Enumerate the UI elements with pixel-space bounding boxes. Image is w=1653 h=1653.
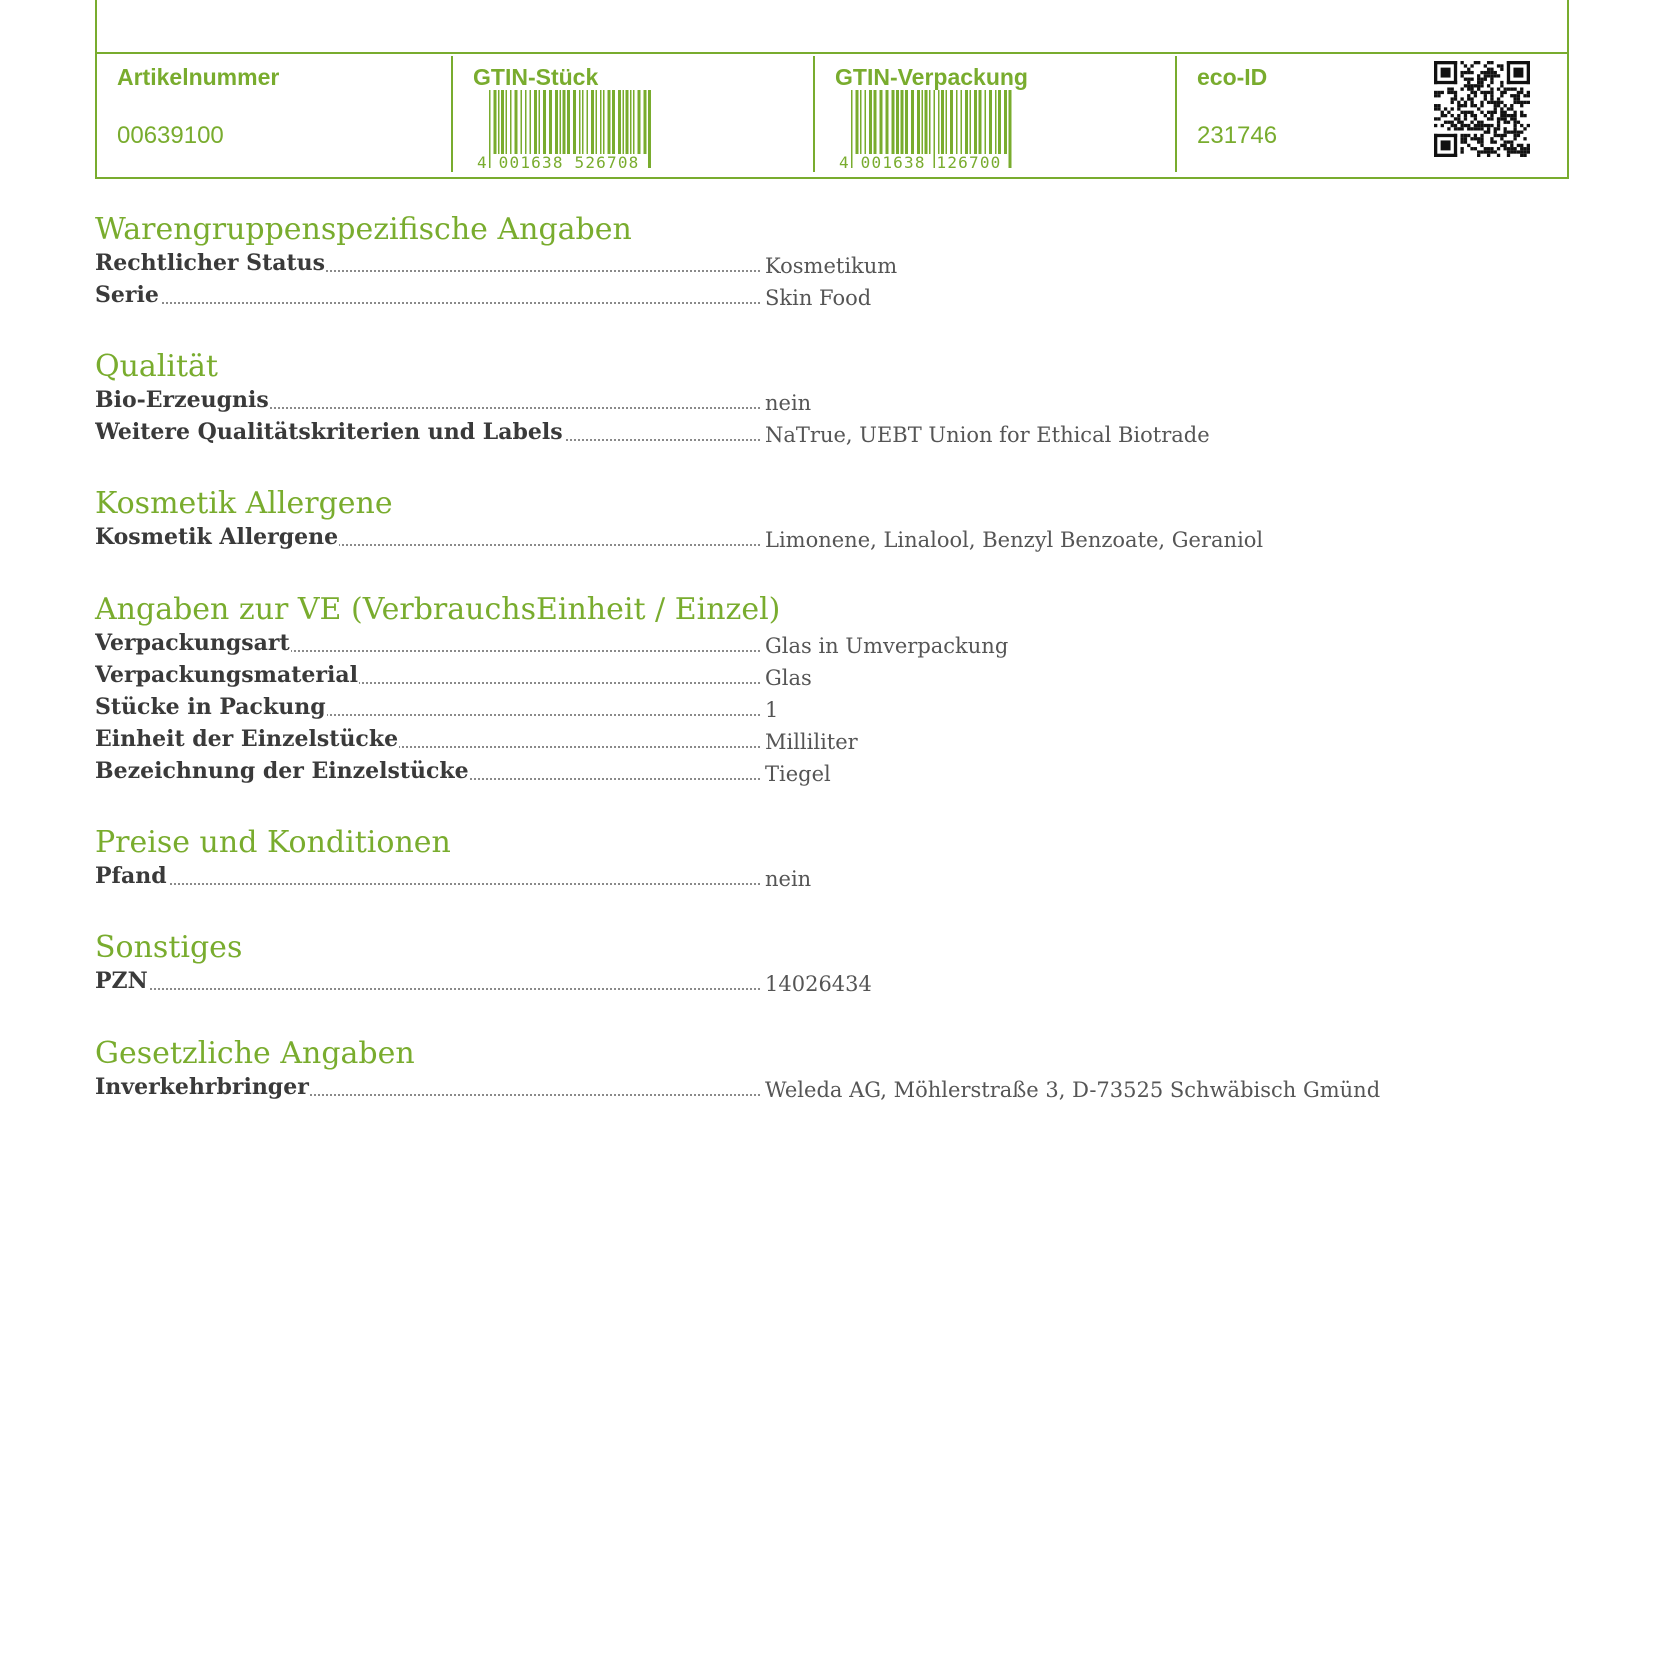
section-title: Gesetzliche Angaben [95,1036,415,1071]
article-id-box [95,0,1569,179]
barcode-bar [886,90,889,154]
section [95,1036,1495,1104]
barcode-bar [922,90,924,154]
barcode-bar [600,90,602,154]
barcode-bar [579,90,581,154]
barcode-bar [644,90,647,154]
row-key-text: Pfand [95,863,167,889]
table-row [95,756,1495,788]
barcode-bar [998,90,1001,154]
barcode-bar [989,90,992,154]
row-value: Limonene, Linalool, Benzyl Benzoate, Geraniol [765,528,1264,552]
table-row [95,522,1495,554]
row-key-text: PZN [95,968,148,994]
barcode-bar [1004,90,1007,154]
barcode-bar [979,90,982,154]
section [95,825,1495,893]
row-key-text: Verpackungsart [95,630,290,656]
section [95,212,1495,312]
row-value: Glas [765,666,812,690]
barcode-bar [956,90,958,154]
barcode-bar [901,90,904,154]
barcode-bar [946,90,948,154]
barcode-bar [623,90,625,154]
barcode-bar [515,90,518,154]
row-key-text: Weitere Qualitätskriterien und Labels [95,419,563,445]
barcode-bar [917,90,920,154]
table-row [95,861,1495,893]
section [95,349,1495,449]
barcode-bar [985,90,987,154]
barcode-bar [905,90,908,154]
barcode-bar [587,90,589,154]
section-title: Preise und Konditionen [95,825,451,860]
eco-id-label: eco-ID [1197,64,1268,90]
barcode-number: 4 001638 526708 [477,153,640,170]
cell-gtin-stueck [453,54,813,172]
barcode-bar [563,90,566,154]
barcode-bar [543,90,546,154]
artikelnummer-value: 00639100 [117,122,224,149]
row-value: 14026434 [765,972,872,996]
table-row [95,966,1495,998]
table-row [95,417,1495,449]
barcode-bar [950,90,953,154]
row-key [95,280,760,310]
barcode-bar [549,90,552,154]
barcode-bar [892,90,895,154]
barcode-bar [638,90,641,154]
barcode-bar [498,90,500,154]
table-row [95,280,1495,312]
cell-eco-id [1177,54,1567,172]
barcode-bar [494,90,497,154]
row-value: nein [765,391,812,415]
row-key-text: Rechtlicher Status [95,250,326,276]
barcode-bar [591,90,594,154]
eco-id-value: 231746 [1197,122,1278,149]
row-key [95,966,760,996]
row-value: Kosmetikum [765,254,898,278]
barcode-bar [626,90,629,154]
barcode-bar [965,90,968,154]
row-value: Skin Food [765,286,872,310]
section [95,930,1495,998]
barcode-bar [510,90,512,154]
qr-code-icon [1434,61,1530,157]
section [95,592,1495,788]
barcode-bar [560,90,562,154]
barcode-bar [911,90,914,154]
barcode-bar [539,90,541,154]
barcode-bar [648,90,651,168]
barcode-bar [896,90,899,154]
section [95,486,1495,554]
barcode-bar [567,90,570,154]
row-key-text: Kosmetik Allergene [95,524,339,550]
row-key-text: Inverkehrbringer [95,1074,309,1100]
barcode-bar [938,90,940,154]
barcode-bar [618,90,621,154]
row-key-text: Einheit der Einzelstücke [95,726,399,752]
barcode-bar [874,90,877,154]
gtin-verpackung-barcode [837,90,1017,170]
barcode-bar [941,90,944,154]
barcode-bar [961,90,963,154]
barcode-bar [929,90,931,154]
cell-artikelnummer [97,54,451,172]
row-value: Glas in Umverpackung [765,634,1009,658]
barcode-bar [630,90,632,154]
row-key-text: Verpackungsmaterial [95,662,358,688]
row-key [95,1072,760,1102]
barcode-bar [869,90,872,154]
barcode-bar [925,90,928,154]
gtin-stueck-label: GTIN-Stück [473,64,599,90]
row-key [95,417,760,447]
barcode-bar [856,90,859,154]
row-key-text: Bio-Erzeugnis [95,387,269,413]
barcode-bar [860,90,862,154]
barcode-bar [555,90,558,154]
barcode-bar [865,90,867,154]
section-title: Kosmetik Allergene [95,486,393,521]
row-key [95,756,760,786]
section-title: Sonstiges [95,930,243,965]
artikelnummer-label: Artikelnummer [117,64,280,90]
barcode-bar [582,90,584,154]
barcode-bar [974,90,977,154]
gtin-stueck-barcode [475,90,655,170]
row-value: Milliliter [765,730,858,754]
barcode-bar [501,90,504,154]
table-row [95,1072,1495,1104]
barcode-bar [506,90,508,154]
row-value: 1 [765,698,779,722]
barcode-bar [995,90,997,154]
row-key-text: Stücke in Packung [95,694,326,720]
barcode-number: 4 001638 126700 [839,153,1002,170]
row-key [95,861,760,891]
barcode-bar [608,90,611,154]
row-value: Weleda AG, Möhlerstraße 3, D-73525 Schwäbisch Gmünd [765,1078,1381,1102]
row-value: NaTrue, UEBT Union for Ethical Biotrade [765,423,1210,447]
barcode-bar [612,90,615,154]
barcode-bar [633,90,635,154]
section-title: Warengruppenspezifische Angaben [95,212,632,247]
barcode-bar [525,90,527,154]
barcode-bar [534,90,537,154]
gtin-verpackung-label: GTIN-Verpackung [835,64,1028,90]
barcode-bar [970,90,972,154]
barcode-bar [521,90,523,154]
section-title: Qualität [95,349,218,384]
row-key [95,522,760,552]
barcode-bar [530,90,532,154]
barcode-bar [1009,90,1012,168]
row-value: nein [765,867,812,891]
barcode-bar [880,90,883,154]
row-value: Tiegel [765,762,831,786]
barcode-bar [603,90,605,154]
barcode-bar [596,90,598,154]
barcode-bar [573,90,576,154]
row-key-text: Serie [95,282,159,308]
section-title: Angaben zur VE (VerbrauchsEinheit / Einzel) [95,592,781,627]
cell-gtin-verpackung [815,54,1175,172]
row-key-text: Bezeichnung der Einzelstücke [95,758,469,784]
